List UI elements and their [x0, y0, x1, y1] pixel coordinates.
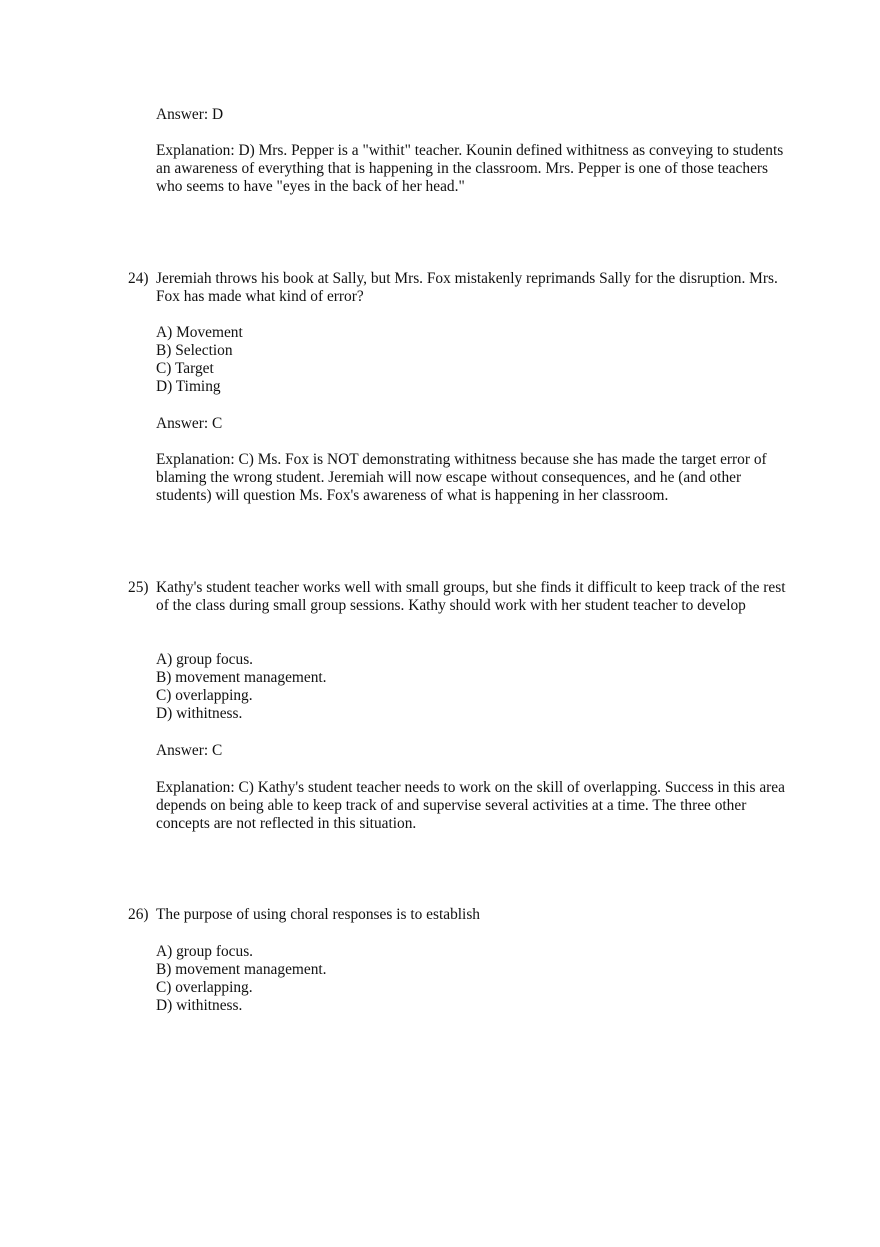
- option-c: C) Target: [156, 360, 214, 377]
- question-number: 24): [128, 270, 149, 287]
- option-b: B) Selection: [156, 342, 233, 359]
- options-24: [156, 324, 796, 396]
- option-a: A) group focus.: [156, 943, 254, 960]
- option-a: A) group focus.: [156, 651, 254, 668]
- explanation-prev: Explanation: D) Mrs. Pepper is a "withit" teacher. Kounin defined withitness as conveying to students an awareness of everything that is happening in the classroom. Mrs. Pepper is one of those teachers who seems to have "eyes in the back of her head.": [156, 142, 784, 195]
- explanation-24: Explanation: C) Ms. Fox is NOT demonstrating withitness because she has made the target error of blaming the wrong student. Jeremiah will now escape without consequences, and he (and other students) will question Ms. Fox's awareness of what is happening in her classroom.: [156, 451, 767, 504]
- option-c: C) overlapping.: [156, 687, 253, 704]
- question-number: 26): [128, 906, 149, 923]
- option-d: D) withitness.: [156, 705, 243, 722]
- question-text: Kathy's student teacher works well with small groups, but she finds it difficult to keep track of the rest of the class during small group sessions. Kathy should work with her student teacher to develop: [156, 579, 786, 614]
- options-25: [156, 651, 796, 723]
- explanation-25: Explanation: C) Kathy's student teacher needs to work on the skill of overlapping. Success in this area depends on being able to keep track of and supervise several activities at a time. The three other concepts are not reflected in this situation.: [156, 779, 785, 832]
- answer-prev: Answer: D: [156, 106, 224, 123]
- answer-25: Answer: C: [156, 742, 223, 759]
- option-b: B) movement management.: [156, 669, 327, 686]
- question-text: Jeremiah throws his book at Sally, but Mrs. Fox mistakenly reprimands Sally for the disruption. Mrs. Fox has made what kind of error?: [156, 270, 778, 305]
- question-text: The purpose of using choral responses is to establish: [156, 906, 480, 923]
- option-a: A) Movement: [156, 324, 243, 341]
- answer-24: Answer: C: [156, 415, 223, 432]
- option-b: B) movement management.: [156, 961, 327, 978]
- question-number: 25): [128, 579, 149, 596]
- options-26: [156, 943, 796, 1015]
- option-c: C) overlapping.: [156, 979, 253, 996]
- option-d: D) Timing: [156, 378, 221, 395]
- option-d: D) withitness.: [156, 997, 243, 1014]
